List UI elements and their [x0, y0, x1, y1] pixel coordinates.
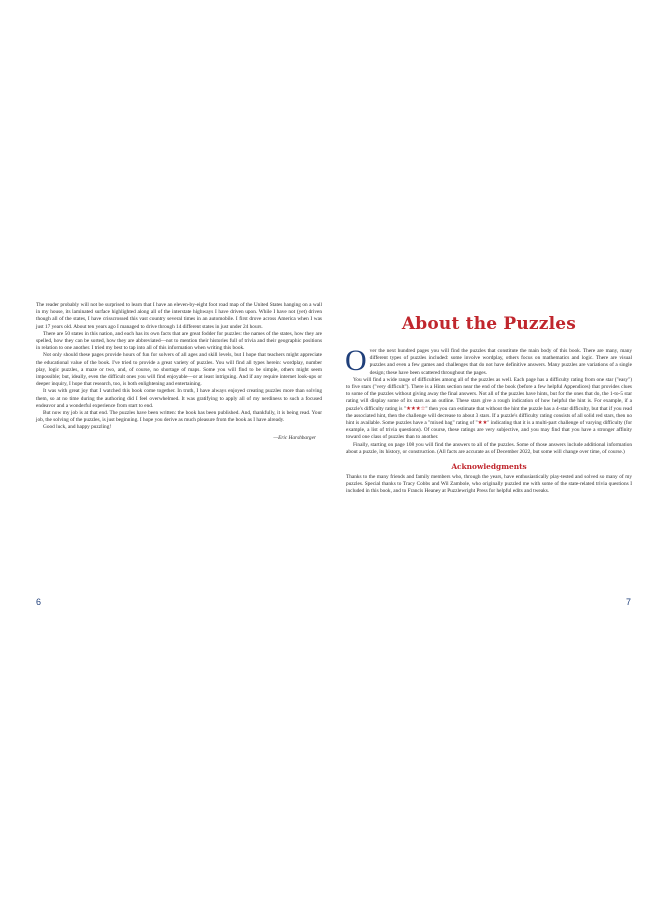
left-paragraph-6: Good luck, and happy puzzling! [43, 424, 112, 431]
left-paragraph-1: The reader probably will not be surprised to learn that I have an eleven-by-eight foot road map of the United States hanging on a wall in my house, its laminated surface highlighted along all of the interstate highways I have driven upon. While I have not (yet) driven though all of the states, I have crisscrossed this vast country several times in an automobile. I first drove across America when I was just 17 years old. About ten years ago I managed to drive through 14 different states in just under 24 hours. [36, 302, 322, 330]
intro-paragraph [345, 344, 632, 377]
difficulty-text-b: " then you can estimate that without the hint the puzzle has a 4-star difficulty, but that if you read the associated hint, then the challenge will decrease to about 3 stars. If a puzzle's difficulty rating consists of all solid red stars, then no hint is available. Some puzzles have a "mixed bag" rating of " [346, 405, 632, 427]
section-title: About the Puzzles [401, 314, 577, 334]
left-paragraph-5: But now my job is at that end. The puzzles have been written: the book has been published. And, thankfully, it is being read. Your job, the solving of the puzzles, is just beginning. I hope you derive as much pleasure from the book as I have already. [36, 410, 322, 424]
author-signature: — Eric Harshbarger [36, 435, 322, 442]
answers-paragraph: Finally, starting on page 108 you will find the answers to all of the puzzles. Some of those answers include additional information about a puzzle, its history, or construction. (All facts are accurate as of December 2022, but some will change over time, of course.) [346, 441, 632, 455]
difficulty-paragraph [346, 377, 632, 442]
difficulty-text-a: You will find a wide range of difficulties among all of the puzzles as well. Each page has a difficulty rating from one star ("easy") to five stars ("very difficult"). There is a Hints section near the end of the book (before a few helpful Appendices) that provides clues to some of the puzzles without giving away the final answers. Not all of the puzzles have hints, but for the ones that do, the 1-to-5 star rating will display some of its stars as an outline. These stars give a rough indication of how helpful the hint is. For example, if a puzzle's difficulty rating is " [346, 376, 632, 412]
page-number-right: 7 [626, 597, 632, 607]
acknowledgments-text: Thanks to the many friends and family members who, through the years, have enthusiastically play-tested and solved so many of my puzzles. Special thanks to Tracy Cobbs and Wil Zambole, who originally puzzled me with some of the state-related trivia questions I included in this book, and to Francis Heaney at Puzzlewright Press for helpful edits and tweaks. [346, 474, 632, 495]
right-page [346, 302, 632, 496]
acknowledgments-title: Acknowledgments [451, 462, 527, 472]
difficulty-text-c: " indicating that it is a multi-part challenge of varying difficulty (for example, a list of trivia questions). Of course, these ratings are very subjective, and you may find that you have a stronger affinity toward one class of puzzles than to another. [346, 420, 632, 441]
page-number-left: 6 [36, 597, 42, 607]
left-page [36, 302, 322, 442]
intro-text: ver the next hundred pages you will find the puzzles that constitute the main body of this book. There are many, many different types of puzzles included: some involve wordplay, others focus on mathematics and logic. There are visual puzzles and even a few games and challenges that do not have definitive answers. Many puzzles are variations of a single design; these have been scattered throughout the pages. [369, 348, 632, 376]
star-rating-example-1: ★★★☆ [406, 405, 426, 412]
star-rating-example-2: ★★ [477, 420, 488, 427]
left-paragraph-3: Not only should these pages provide hours of fun for solvers of all ages and skill levels, but I hope that teachers might appreciate the educational value of the book. I've tried to provide a great variety of puzzles. You will find all types herein: wordplay, number play, logic puzzles, a maze or two, and, of course, no shortage of maps. Some you will find to be simple, others might seem impossible; but, ideally, even the difficult ones you will find enjoyable—or at least intriguing. And if any require internet look-ups or deeper inquiry, I hope that research, too, is both enlightening and entertaining. [36, 352, 322, 388]
drop-cap: O [345, 344, 367, 377]
left-paragraph-4: It was with great joy that I watched this book come together. In truth, I have always enjoyed creating puzzles more than solving them, so at no time during the authoring did I feel overwhelmed. It was gratifying to apply all of my nerdiness to such a focused endeavor and a wonderful experience from start to end. [36, 388, 322, 409]
left-paragraph-2: There are 50 states in this nation, and each has its own facts that are great fodder for puzzles: the names of the states, how they are spelled, how they can be sorted, how they are abbreviated—not to mention their histories full of trivia and their geographic positions in relation to one another. I tried my best to tap into all of this information when writing this book. [36, 330, 322, 352]
